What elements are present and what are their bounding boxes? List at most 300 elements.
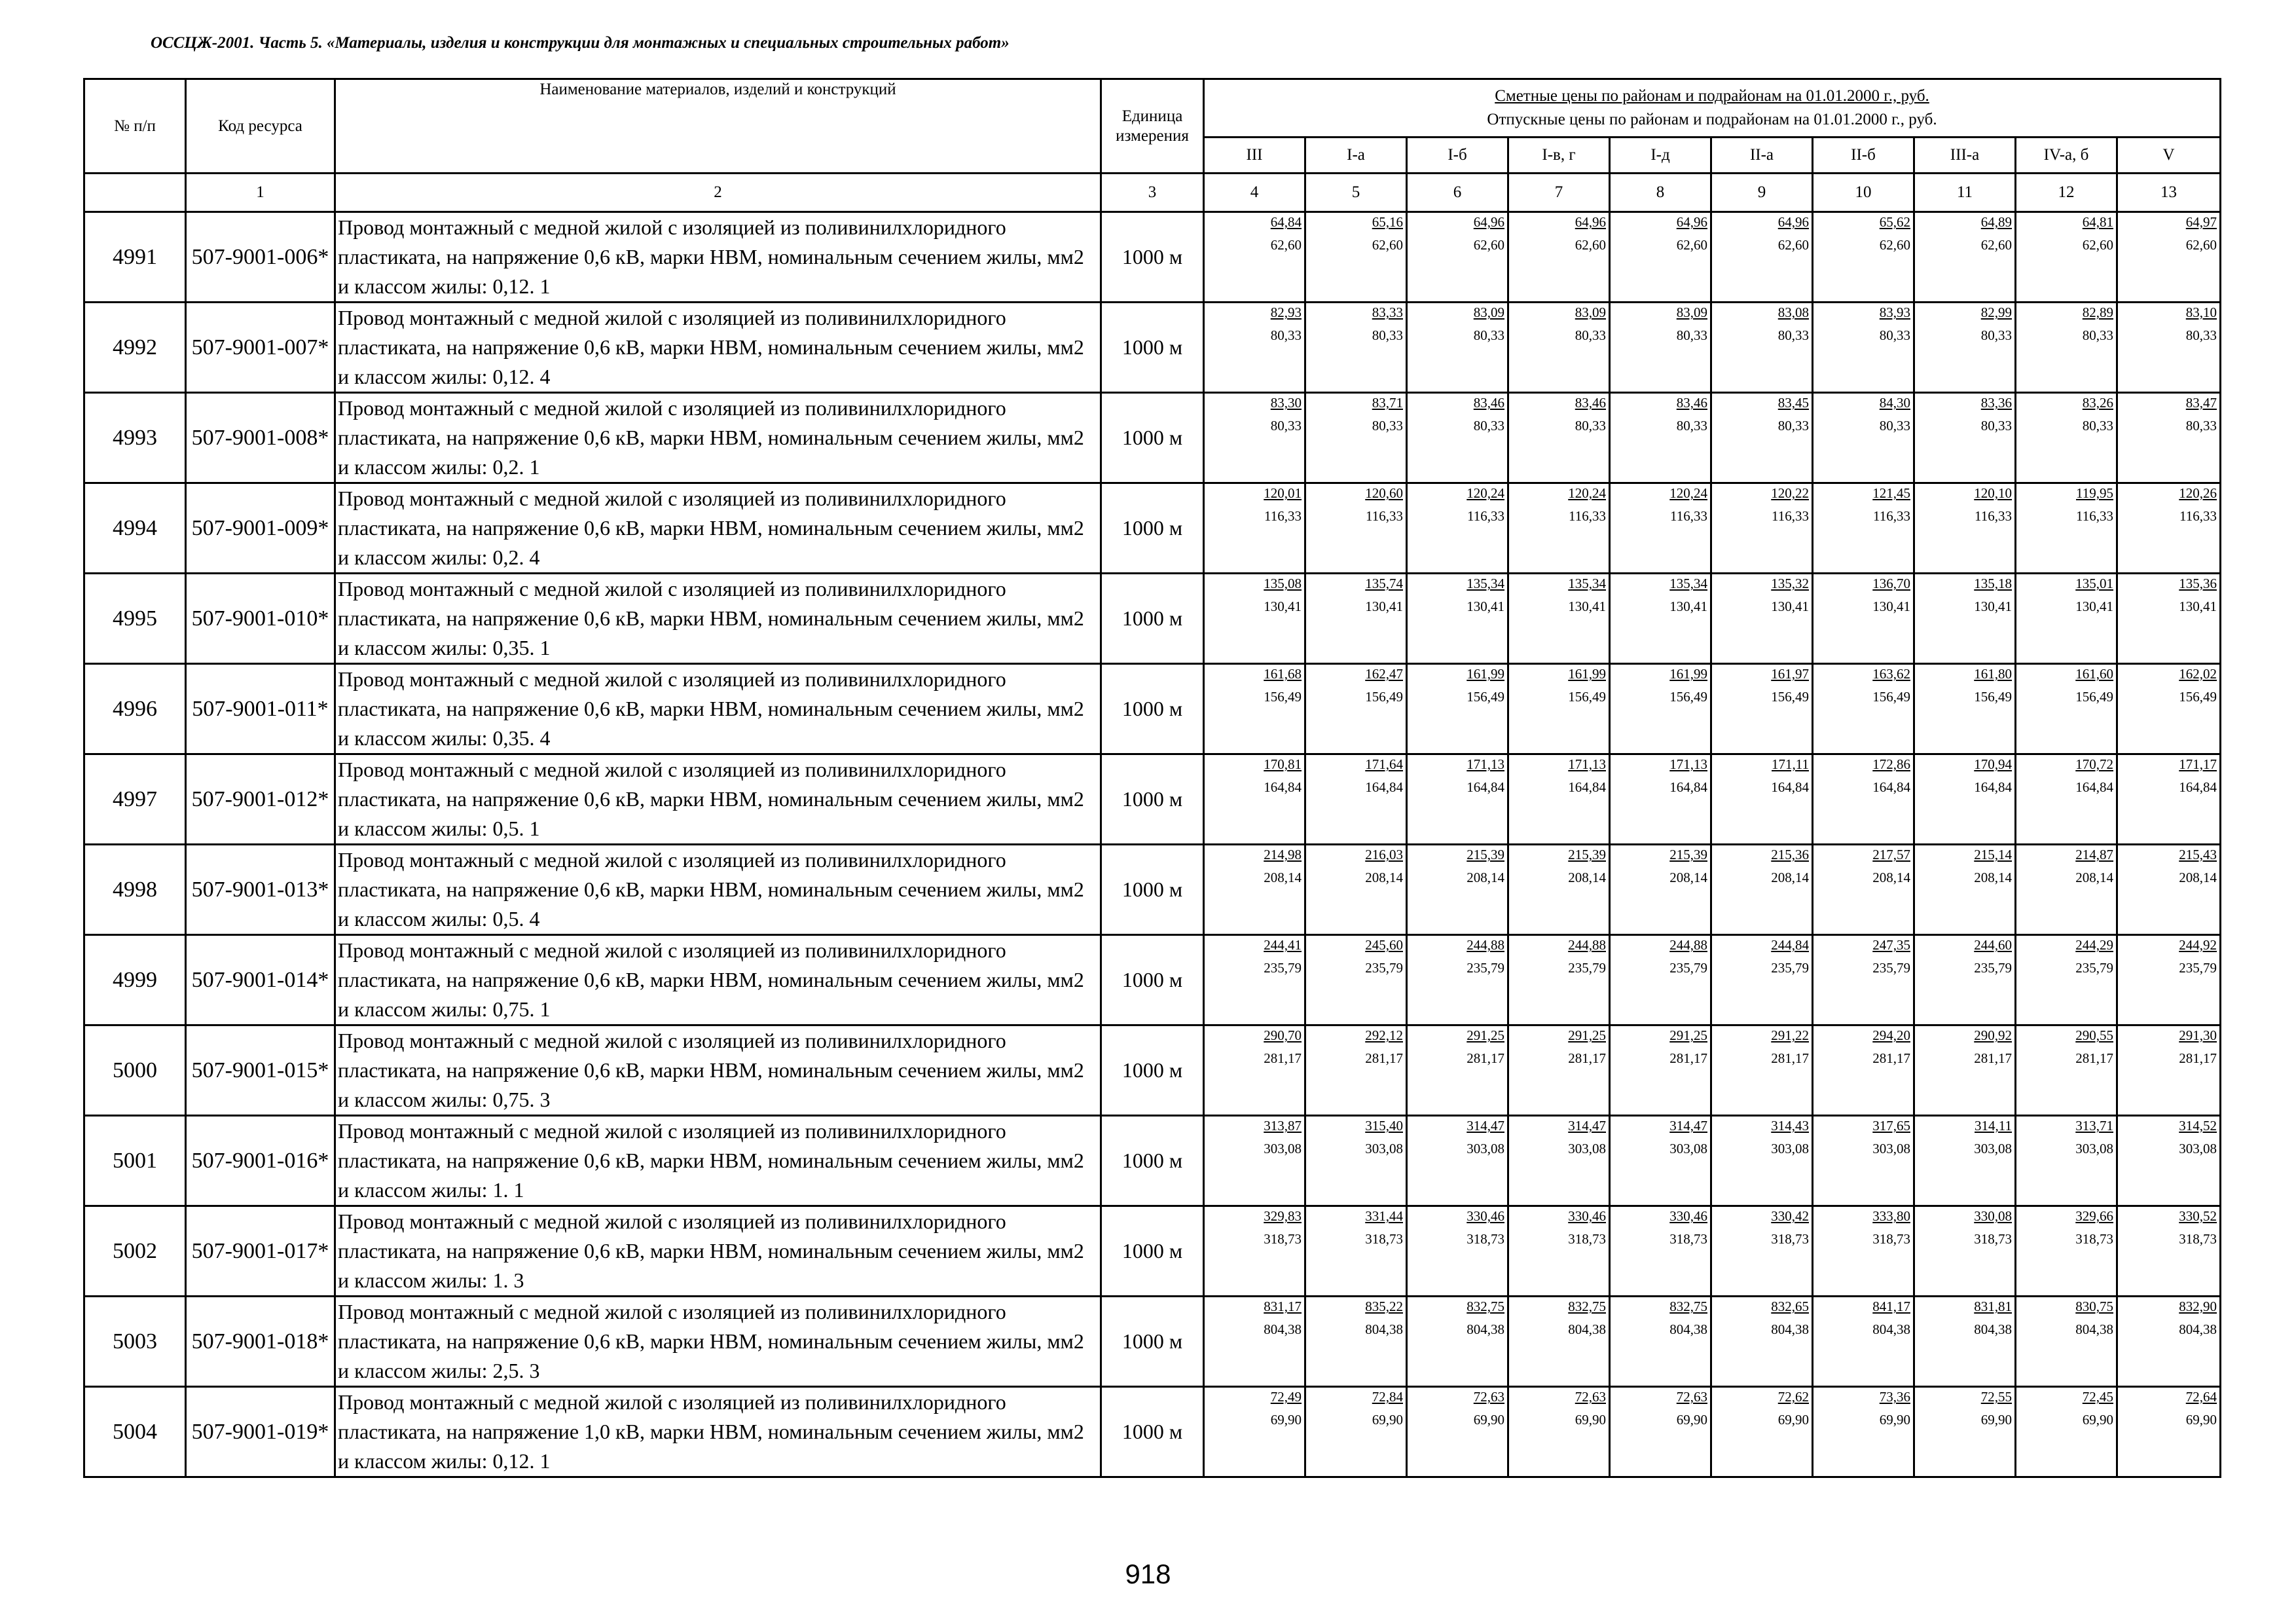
estimate-price: 291,25 xyxy=(1669,1027,1707,1043)
estimate-price: 171,13 xyxy=(1568,756,1606,772)
release-price: 156,49 xyxy=(2075,689,2113,705)
column-number: 2 xyxy=(335,174,1101,212)
estimate-price: 83,09 xyxy=(1676,304,1707,320)
estimate-price: 83,45 xyxy=(1777,395,1809,411)
release-price: 164,84 xyxy=(2075,779,2113,795)
release-price: 235,79 xyxy=(1771,960,1809,976)
row-number: 4999 xyxy=(84,935,186,1025)
price-cell xyxy=(1305,303,1407,393)
estimate-price: 330,46 xyxy=(1669,1208,1707,1224)
column-number: 4 xyxy=(1204,174,1305,212)
material-name: Провод монтажный с медной жилой с изоляцией из поливинилхлоридного пластиката, на напряжение 0,6 кВ, марки НВМ, номинальным сечением жилы, мм2 и классом жилы: 0,75. 1 xyxy=(335,935,1101,1025)
estimate-price: 329,66 xyxy=(2075,1208,2113,1224)
estimate-price: 171,13 xyxy=(1669,756,1707,772)
price-cell xyxy=(1204,935,1305,1025)
release-price: 303,08 xyxy=(1771,1141,1809,1156)
column-number-empty xyxy=(84,174,186,212)
price-cell xyxy=(2117,303,2221,393)
estimate-price: 84,30 xyxy=(1879,395,1910,411)
release-price: 235,79 xyxy=(1365,960,1403,976)
material-name: Провод монтажный с медной жилой с изоляцией из поливинилхлоридного пластиката, на напряжение 0,6 кВ, марки НВМ, номинальным сечением жилы, мм2 и классом жилы: 0,5. 1 xyxy=(335,754,1101,845)
estimate-price: 120,24 xyxy=(1669,485,1707,501)
release-price: 156,49 xyxy=(1974,689,2012,705)
price-cell xyxy=(1610,1025,1711,1116)
price-cell xyxy=(1813,1206,1914,1297)
price-cell xyxy=(2117,1297,2221,1387)
release-price: 62,60 xyxy=(2185,237,2217,253)
release-price: 303,08 xyxy=(1264,1141,1302,1156)
resource-code: 507-9001-010* xyxy=(186,574,335,664)
release-price: 80,33 xyxy=(2185,418,2217,434)
release-price: 208,14 xyxy=(1771,870,1809,885)
estimate-price: 65,62 xyxy=(1879,214,1910,230)
release-price: 116,33 xyxy=(1670,508,1707,524)
release-price: 62,60 xyxy=(1980,237,2012,253)
price-cell xyxy=(1813,1387,1914,1477)
release-price: 116,33 xyxy=(1975,508,2012,524)
material-name: Провод монтажный с медной жилой с изоляцией из поливинилхлоридного пластиката, на напряжение 0,6 кВ, марки НВМ, номинальным сечением жилы, мм2 и классом жилы: 0,12. 4 xyxy=(335,303,1101,393)
estimate-price: 333,80 xyxy=(1872,1208,1910,1224)
unit-of-measure: 1000 м xyxy=(1101,1025,1204,1116)
estimate-price: 172,86 xyxy=(1872,756,1910,772)
table-row xyxy=(84,664,2221,754)
estimate-price: 83,93 xyxy=(1879,304,1910,320)
price-cell xyxy=(1204,1116,1305,1206)
estimate-price: 72,55 xyxy=(1980,1389,2012,1405)
price-cell xyxy=(1407,664,1508,754)
price-cell xyxy=(1610,1297,1711,1387)
price-cell xyxy=(1204,574,1305,664)
release-price: 62,60 xyxy=(1372,237,1403,253)
price-cell xyxy=(2016,1387,2117,1477)
estimate-price: 72,63 xyxy=(1676,1389,1707,1405)
release-price: 156,49 xyxy=(1264,689,1302,705)
release-price: 303,08 xyxy=(1974,1141,2012,1156)
resource-code: 507-9001-014* xyxy=(186,935,335,1025)
estimate-price: 161,99 xyxy=(1568,666,1606,682)
estimate-price: 162,47 xyxy=(1365,666,1403,682)
estimate-price: 215,36 xyxy=(1771,847,1809,862)
release-price: 62,60 xyxy=(1270,237,1302,253)
estimate-price: 64,96 xyxy=(1575,214,1606,230)
price-cell xyxy=(1813,1025,1914,1116)
unit-of-measure: 1000 м xyxy=(1101,212,1204,303)
material-name: Провод монтажный с медной жилой с изоляцией из поливинилхлоридного пластиката, на напряжение 0,6 кВ, марки НВМ, номинальным сечением жилы, мм2 и классом жилы: 1. 1 xyxy=(335,1116,1101,1206)
price-cell xyxy=(2117,574,2221,664)
price-cell xyxy=(1508,664,1610,754)
material-name: Провод монтажный с медной жилой с изоляцией из поливинилхлоридного пластиката, на напряжение 0,6 кВ, марки НВМ, номинальным сечением жилы, мм2 и классом жилы: 0,2. 4 xyxy=(335,483,1101,574)
release-price: 62,60 xyxy=(2082,237,2113,253)
release-price: 80,33 xyxy=(1270,327,1302,343)
release-price: 69,90 xyxy=(1270,1412,1302,1428)
column-number: 7 xyxy=(1508,174,1610,212)
estimate-price: 120,60 xyxy=(1365,485,1403,501)
row-number: 4996 xyxy=(84,664,186,754)
estimate-price: 244,41 xyxy=(1264,937,1302,953)
price-cell xyxy=(2016,935,2117,1025)
estimate-price: 832,75 xyxy=(1467,1299,1504,1314)
price-cell xyxy=(1813,212,1914,303)
estimate-price: 290,92 xyxy=(1974,1027,2012,1043)
release-price: 318,73 xyxy=(2075,1231,2113,1247)
estimate-price: 841,17 xyxy=(1872,1299,1910,1314)
release-price: 69,90 xyxy=(2082,1412,2113,1428)
estimate-price: 315,40 xyxy=(1365,1118,1403,1134)
price-cell xyxy=(1407,754,1508,845)
release-price: 318,73 xyxy=(1771,1231,1809,1247)
price-cell xyxy=(1813,393,1914,483)
price-cell xyxy=(1711,845,1813,935)
estimate-price: 83,30 xyxy=(1270,395,1302,411)
price-cell xyxy=(1305,845,1407,935)
release-price: 80,33 xyxy=(1270,418,1302,434)
estimate-price: 82,99 xyxy=(1980,304,2012,320)
estimate-price: 83,71 xyxy=(1372,395,1403,411)
estimate-price: 170,72 xyxy=(2075,756,2113,772)
estimate-price: 314,43 xyxy=(1771,1118,1809,1134)
estimate-price: 290,70 xyxy=(1264,1027,1302,1043)
price-cell xyxy=(1305,574,1407,664)
unit-of-measure: 1000 м xyxy=(1101,664,1204,754)
price-title-estimate: Сметные цены по районам и подрайонам на 01.01.2000 г., руб. xyxy=(1495,87,1929,105)
price-cell xyxy=(1508,1025,1610,1116)
price-cell xyxy=(1204,664,1305,754)
estimate-price: 64,96 xyxy=(1777,214,1809,230)
resource-code: 507-9001-006* xyxy=(186,212,335,303)
price-cell xyxy=(2016,1116,2117,1206)
release-price: 80,33 xyxy=(2082,418,2113,434)
unit-of-measure: 1000 м xyxy=(1101,1116,1204,1206)
estimate-price: 330,46 xyxy=(1467,1208,1504,1224)
release-price: 156,49 xyxy=(1365,689,1403,705)
price-cell xyxy=(1813,935,1914,1025)
price-cell xyxy=(2117,212,2221,303)
price-cell xyxy=(1407,1116,1508,1206)
unit-of-measure: 1000 м xyxy=(1101,754,1204,845)
price-cell xyxy=(1914,483,2016,574)
material-name: Провод монтажный с медной жилой с изоляцией из поливинилхлоридного пластиката, на напряжение 0,6 кВ, марки НВМ, номинальным сечением жилы, мм2 и классом жилы: 0,35. 1 xyxy=(335,574,1101,664)
unit-of-measure: 1000 м xyxy=(1101,1387,1204,1477)
estimate-price: 163,62 xyxy=(1872,666,1910,682)
release-price: 80,33 xyxy=(1372,327,1403,343)
price-cell xyxy=(1914,1116,2016,1206)
table-row xyxy=(84,845,2221,935)
material-name: Провод монтажный с медной жилой с изоляцией из поливинилхлоридного пластиката, на напряжение 0,6 кВ, марки НВМ, номинальным сечением жилы, мм2 и классом жилы: 0,2. 1 xyxy=(335,393,1101,483)
estimate-price: 314,47 xyxy=(1467,1118,1504,1134)
estimate-price: 170,81 xyxy=(1264,756,1302,772)
price-cell xyxy=(1204,1206,1305,1297)
estimate-price: 215,43 xyxy=(2179,847,2217,862)
release-price: 69,90 xyxy=(1980,1412,2012,1428)
estimate-price: 313,87 xyxy=(1264,1118,1302,1134)
estimate-price: 171,17 xyxy=(2179,756,2217,772)
estimate-price: 72,84 xyxy=(1372,1389,1403,1405)
price-cell xyxy=(1711,1387,1813,1477)
release-price: 62,60 xyxy=(1777,237,1809,253)
release-price: 130,41 xyxy=(1974,599,2012,614)
release-price: 130,41 xyxy=(1669,599,1707,614)
resource-code: 507-9001-009* xyxy=(186,483,335,574)
table-row xyxy=(84,1297,2221,1387)
release-price: 281,17 xyxy=(1974,1050,2012,1066)
price-cell xyxy=(2016,845,2117,935)
estimate-price: 72,45 xyxy=(2082,1389,2113,1405)
release-price: 69,90 xyxy=(1879,1412,1910,1428)
table-row xyxy=(84,1116,2221,1206)
row-number: 4993 xyxy=(84,393,186,483)
estimate-price: 83,09 xyxy=(1473,304,1504,320)
price-cell xyxy=(1305,1297,1407,1387)
estimate-price: 161,99 xyxy=(1669,666,1707,682)
unit-of-measure: 1000 м xyxy=(1101,393,1204,483)
row-number: 4997 xyxy=(84,754,186,845)
region-header: II-б xyxy=(1813,138,1914,174)
column-number: 12 xyxy=(2016,174,2117,212)
price-cell xyxy=(1610,393,1711,483)
estimate-price: 291,25 xyxy=(1467,1027,1504,1043)
estimate-price: 83,36 xyxy=(1980,395,2012,411)
price-cell xyxy=(1610,1387,1711,1477)
column-number: 6 xyxy=(1407,174,1508,212)
column-number: 3 xyxy=(1101,174,1204,212)
price-cell xyxy=(1204,212,1305,303)
region-header: III xyxy=(1204,138,1305,174)
price-cell xyxy=(1204,483,1305,574)
price-cell xyxy=(1610,212,1711,303)
unit-of-measure: 1000 м xyxy=(1101,1206,1204,1297)
estimate-price: 832,90 xyxy=(2179,1299,2217,1314)
estimate-price: 72,62 xyxy=(1777,1389,1809,1405)
table-row xyxy=(84,1206,2221,1297)
release-price: 130,41 xyxy=(1771,599,1809,614)
release-price: 804,38 xyxy=(2179,1321,2217,1337)
estimate-price: 135,08 xyxy=(1264,576,1302,591)
estimate-price: 171,13 xyxy=(1467,756,1504,772)
estimate-price: 162,02 xyxy=(2179,666,2217,682)
resource-code: 507-9001-008* xyxy=(186,393,335,483)
row-number: 4998 xyxy=(84,845,186,935)
estimate-price: 330,42 xyxy=(1771,1208,1809,1224)
region-header: I-д xyxy=(1610,138,1711,174)
estimate-price: 215,14 xyxy=(1974,847,2012,862)
region-header: I-б xyxy=(1407,138,1508,174)
release-price: 303,08 xyxy=(2075,1141,2113,1156)
estimate-price: 314,47 xyxy=(1568,1118,1606,1134)
release-price: 804,38 xyxy=(1467,1321,1504,1337)
estimate-price: 215,39 xyxy=(1467,847,1504,862)
material-name: Провод монтажный с медной жилой с изоляцией из поливинилхлоридного пластиката, на напряжение 0,6 кВ, марки НВМ, номинальным сечением жилы, мм2 и классом жилы: 0,12. 1 xyxy=(335,212,1101,303)
estimate-price: 135,34 xyxy=(1467,576,1504,591)
estimate-price: 244,84 xyxy=(1771,937,1809,953)
release-price: 318,73 xyxy=(1669,1231,1707,1247)
estimate-price: 832,65 xyxy=(1771,1299,1809,1314)
release-price: 281,17 xyxy=(1264,1050,1302,1066)
estimate-price: 64,89 xyxy=(1980,214,2012,230)
column-number: 10 xyxy=(1813,174,1914,212)
price-cell xyxy=(1711,574,1813,664)
release-price: 62,60 xyxy=(1879,237,1910,253)
price-cell xyxy=(1914,393,2016,483)
estimate-price: 294,20 xyxy=(1872,1027,1910,1043)
price-cell xyxy=(1204,845,1305,935)
release-price: 164,84 xyxy=(1669,779,1707,795)
estimate-price: 244,92 xyxy=(2179,937,2217,953)
price-cell xyxy=(1813,845,1914,935)
release-price: 208,14 xyxy=(1467,870,1504,885)
estimate-price: 161,97 xyxy=(1771,666,1809,682)
estimate-price: 214,98 xyxy=(1264,847,1302,862)
price-cell xyxy=(1407,935,1508,1025)
price-cell xyxy=(2016,1025,2117,1116)
release-price: 303,08 xyxy=(1568,1141,1606,1156)
release-price: 116,33 xyxy=(2076,508,2113,524)
price-cell xyxy=(1305,935,1407,1025)
estimate-price: 64,84 xyxy=(1270,214,1302,230)
price-cell xyxy=(1508,212,1610,303)
resource-code: 507-9001-015* xyxy=(186,1025,335,1116)
estimate-price: 135,18 xyxy=(1974,576,2012,591)
estimate-price: 830,75 xyxy=(2075,1299,2113,1314)
col-header-num: № п/п xyxy=(84,79,186,174)
estimate-price: 83,46 xyxy=(1473,395,1504,411)
price-cell xyxy=(2117,483,2221,574)
release-price: 156,49 xyxy=(2179,689,2217,705)
release-price: 208,14 xyxy=(1568,870,1606,885)
estimate-price: 136,70 xyxy=(1872,576,1910,591)
price-cell xyxy=(1813,483,1914,574)
row-number: 4994 xyxy=(84,483,186,574)
release-price: 116,33 xyxy=(1873,508,1910,524)
release-price: 318,73 xyxy=(1365,1231,1403,1247)
release-price: 804,38 xyxy=(1872,1321,1910,1337)
price-cell xyxy=(1813,1116,1914,1206)
price-cell xyxy=(1305,1387,1407,1477)
release-price: 318,73 xyxy=(1974,1231,2012,1247)
price-cell xyxy=(2117,1206,2221,1297)
release-price: 281,17 xyxy=(1771,1050,1809,1066)
release-price: 235,79 xyxy=(2075,960,2113,976)
unit-of-measure: 1000 м xyxy=(1101,483,1204,574)
release-price: 116,33 xyxy=(1264,508,1302,524)
column-number: 13 xyxy=(2117,174,2221,212)
release-price: 62,60 xyxy=(1473,237,1504,253)
price-cell xyxy=(1914,664,2016,754)
estimate-price: 72,63 xyxy=(1575,1389,1606,1405)
release-price: 156,49 xyxy=(1669,689,1707,705)
price-cell xyxy=(1813,754,1914,845)
material-name: Провод монтажный с медной жилой с изоляцией из поливинилхлоридного пластиката, на напряжение 0,6 кВ, марки НВМ, номинальным сечением жилы, мм2 и классом жилы: 0,35. 4 xyxy=(335,664,1101,754)
price-cell xyxy=(1407,1206,1508,1297)
price-cell xyxy=(1610,1116,1711,1206)
release-price: 69,90 xyxy=(1777,1412,1809,1428)
estimate-price: 291,25 xyxy=(1568,1027,1606,1043)
release-price: 281,17 xyxy=(1467,1050,1504,1066)
estimate-price: 83,09 xyxy=(1575,304,1606,320)
release-price: 804,38 xyxy=(1771,1321,1809,1337)
col-header-name: Наименование материалов, изделий и конструкций xyxy=(335,79,1101,174)
release-price: 164,84 xyxy=(1568,779,1606,795)
estimate-price: 135,74 xyxy=(1365,576,1403,591)
estimate-price: 314,52 xyxy=(2179,1118,2217,1134)
release-price: 318,73 xyxy=(1872,1231,1910,1247)
price-cell xyxy=(1204,1387,1305,1477)
release-price: 208,14 xyxy=(1365,870,1403,885)
release-price: 156,49 xyxy=(1771,689,1809,705)
release-price: 208,14 xyxy=(1872,870,1910,885)
unit-of-measure: 1000 м xyxy=(1101,303,1204,393)
material-name: Провод монтажный с медной жилой с изоляцией из поливинилхлоридного пластиката, на напряжение 0,6 кВ, марки НВМ, номинальным сечением жилы, мм2 и классом жилы: 1. 3 xyxy=(335,1206,1101,1297)
estimate-price: 83,47 xyxy=(2185,395,2217,411)
table-row xyxy=(84,212,2221,303)
release-price: 69,90 xyxy=(1372,1412,1403,1428)
release-price: 130,41 xyxy=(1568,599,1606,614)
release-price: 69,90 xyxy=(1473,1412,1504,1428)
price-cell xyxy=(1711,1116,1813,1206)
resource-code: 507-9001-018* xyxy=(186,1297,335,1387)
price-cell xyxy=(1508,935,1610,1025)
release-price: 116,33 xyxy=(1366,508,1403,524)
region-header: IV-а, б xyxy=(2016,138,2117,174)
price-cell xyxy=(1914,574,2016,664)
estimate-price: 64,81 xyxy=(2082,214,2113,230)
table-row xyxy=(84,303,2221,393)
release-price: 130,41 xyxy=(1467,599,1504,614)
price-cell xyxy=(2016,1206,2117,1297)
price-cell xyxy=(1305,212,1407,303)
release-price: 164,84 xyxy=(1771,779,1809,795)
release-price: 208,14 xyxy=(1264,870,1302,885)
price-cell xyxy=(1914,935,2016,1025)
price-cell xyxy=(2117,393,2221,483)
release-price: 235,79 xyxy=(1264,960,1302,976)
estimate-price: 245,60 xyxy=(1365,937,1403,953)
estimate-price: 82,93 xyxy=(1270,304,1302,320)
release-price: 80,33 xyxy=(1676,327,1707,343)
release-price: 80,33 xyxy=(1777,327,1809,343)
resource-code: 507-9001-012* xyxy=(186,754,335,845)
resource-code: 507-9001-007* xyxy=(186,303,335,393)
price-cell xyxy=(1711,483,1813,574)
release-price: 235,79 xyxy=(1872,960,1910,976)
resource-code: 507-9001-011* xyxy=(186,664,335,754)
price-cell xyxy=(1711,1297,1813,1387)
estimate-price: 120,01 xyxy=(1264,485,1302,501)
price-cell xyxy=(1711,754,1813,845)
region-header: V xyxy=(2117,138,2221,174)
release-price: 80,33 xyxy=(1980,327,2012,343)
document-header: ОССЦЖ-2001. Часть 5. «Материалы, изделия и конструкции для монтажных и специальных строительных работ» xyxy=(151,34,1010,52)
price-cell xyxy=(2016,1297,2117,1387)
release-price: 80,33 xyxy=(1473,327,1504,343)
release-price: 208,14 xyxy=(1974,870,2012,885)
price-cell xyxy=(2016,212,2117,303)
price-cell xyxy=(1508,483,1610,574)
price-cell xyxy=(1407,483,1508,574)
estimate-price: 171,11 xyxy=(1772,756,1809,772)
price-cell xyxy=(1508,754,1610,845)
estimate-price: 217,57 xyxy=(1872,847,1910,862)
table-row xyxy=(84,483,2221,574)
release-price: 235,79 xyxy=(1974,960,2012,976)
estimate-price: 161,60 xyxy=(2075,666,2113,682)
material-name: Провод монтажный с медной жилой с изоляцией из поливинилхлоридного пластиката, на напряжение 0,6 кВ, марки НВМ, номинальным сечением жилы, мм2 и классом жилы: 0,75. 3 xyxy=(335,1025,1101,1116)
release-price: 69,90 xyxy=(1575,1412,1606,1428)
row-number: 4995 xyxy=(84,574,186,664)
release-price: 235,79 xyxy=(1467,960,1504,976)
row-number: 5003 xyxy=(84,1297,186,1387)
estimate-price: 83,26 xyxy=(2082,395,2113,411)
price-cell xyxy=(1204,754,1305,845)
